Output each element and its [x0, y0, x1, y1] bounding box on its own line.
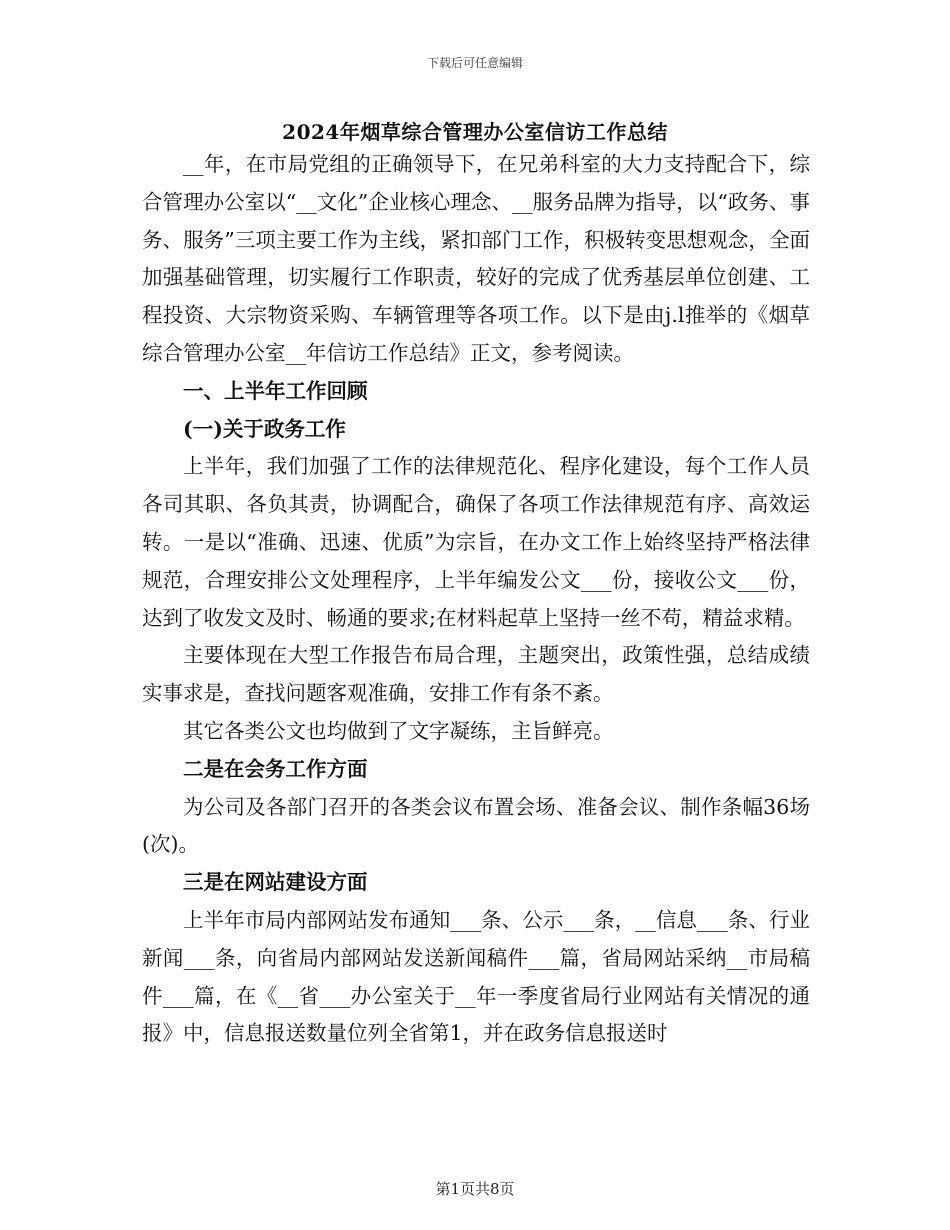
header-note: 下载后可任意编辑 — [426, 56, 523, 70]
paragraph-intro: __年，在市局党组的正确领导下，在兄弟科室的大力支持配合下，综合管理办公室以“__文化”企业核心理念、__服务品牌为指导，以“政务、事务、服务”三项主要工作为主线，紧扣部门工作，积极转变思想观念，全面加强基础管理，切实履行工作职责，较好的完成了优秀基层单位创建、工程投资、大宗物资采购、车辆管理等各项工作。以下是由j.l推举的《烟草综合管理办公室__年信访工作总结》正文，参考阅读。 — [142, 152, 810, 365]
subsection-heading-meetings: 二是在会务工作方面 — [183, 756, 368, 781]
paragraph-government-affairs: 上半年，我们加强了工作的法律规范化、程序化建设，每个工作人员各司其职、各负其责，协调配合，确保了各项工作法律规范有序、高效运转。一是以“准确、迅速、优质”为宗旨，在办文工作上始终坚持严格法律规范，合理安排公文处理程序，上半年编发公文___份，接收公文___份，达到了收发文及时、畅通的要求;在材料起草上坚持一丝不苟，精益求精。 — [142, 454, 810, 630]
subsection-heading-government-affairs: (一)关于政务工作 — [183, 416, 346, 441]
subsection-heading-website: 三是在网站建设方面 — [183, 870, 368, 895]
document-title: 2024年烟草综合管理办公室信访工作总结 — [282, 120, 668, 144]
paragraph-report-layout: 主要体现在大型工作报告布局合理，主题突出，政策性强，总结成绩实事求是，查找问题客观准确，安排工作有条不紊。 — [142, 643, 810, 706]
document-body — [142, 146, 810, 1053]
page-footer: 第1页共8页 — [435, 1180, 515, 1198]
paragraph-meetings: 为公司及各部门召开的各类会议布置会场、准备会议、制作条幅36场(次)。 — [142, 794, 810, 857]
paragraph-other-documents: 其它各类公文也均做到了文字凝练，主旨鲜亮。 — [183, 718, 614, 743]
section-heading-first-half-review: 一、上半年工作回顾 — [183, 378, 368, 403]
paragraph-website: 上半年市局内部网站发布通知___条、公示___条，__信息___条、行业新闻___条，向省局内部网站发送新闻稿件___篇，省局网站采纳__市局稿件___篇，在《__省___办公室关于__年一季度省局行业网站有关情况的通报》中，信息报送数量位列全省第1，并在政务信息报送时 — [142, 907, 810, 1046]
